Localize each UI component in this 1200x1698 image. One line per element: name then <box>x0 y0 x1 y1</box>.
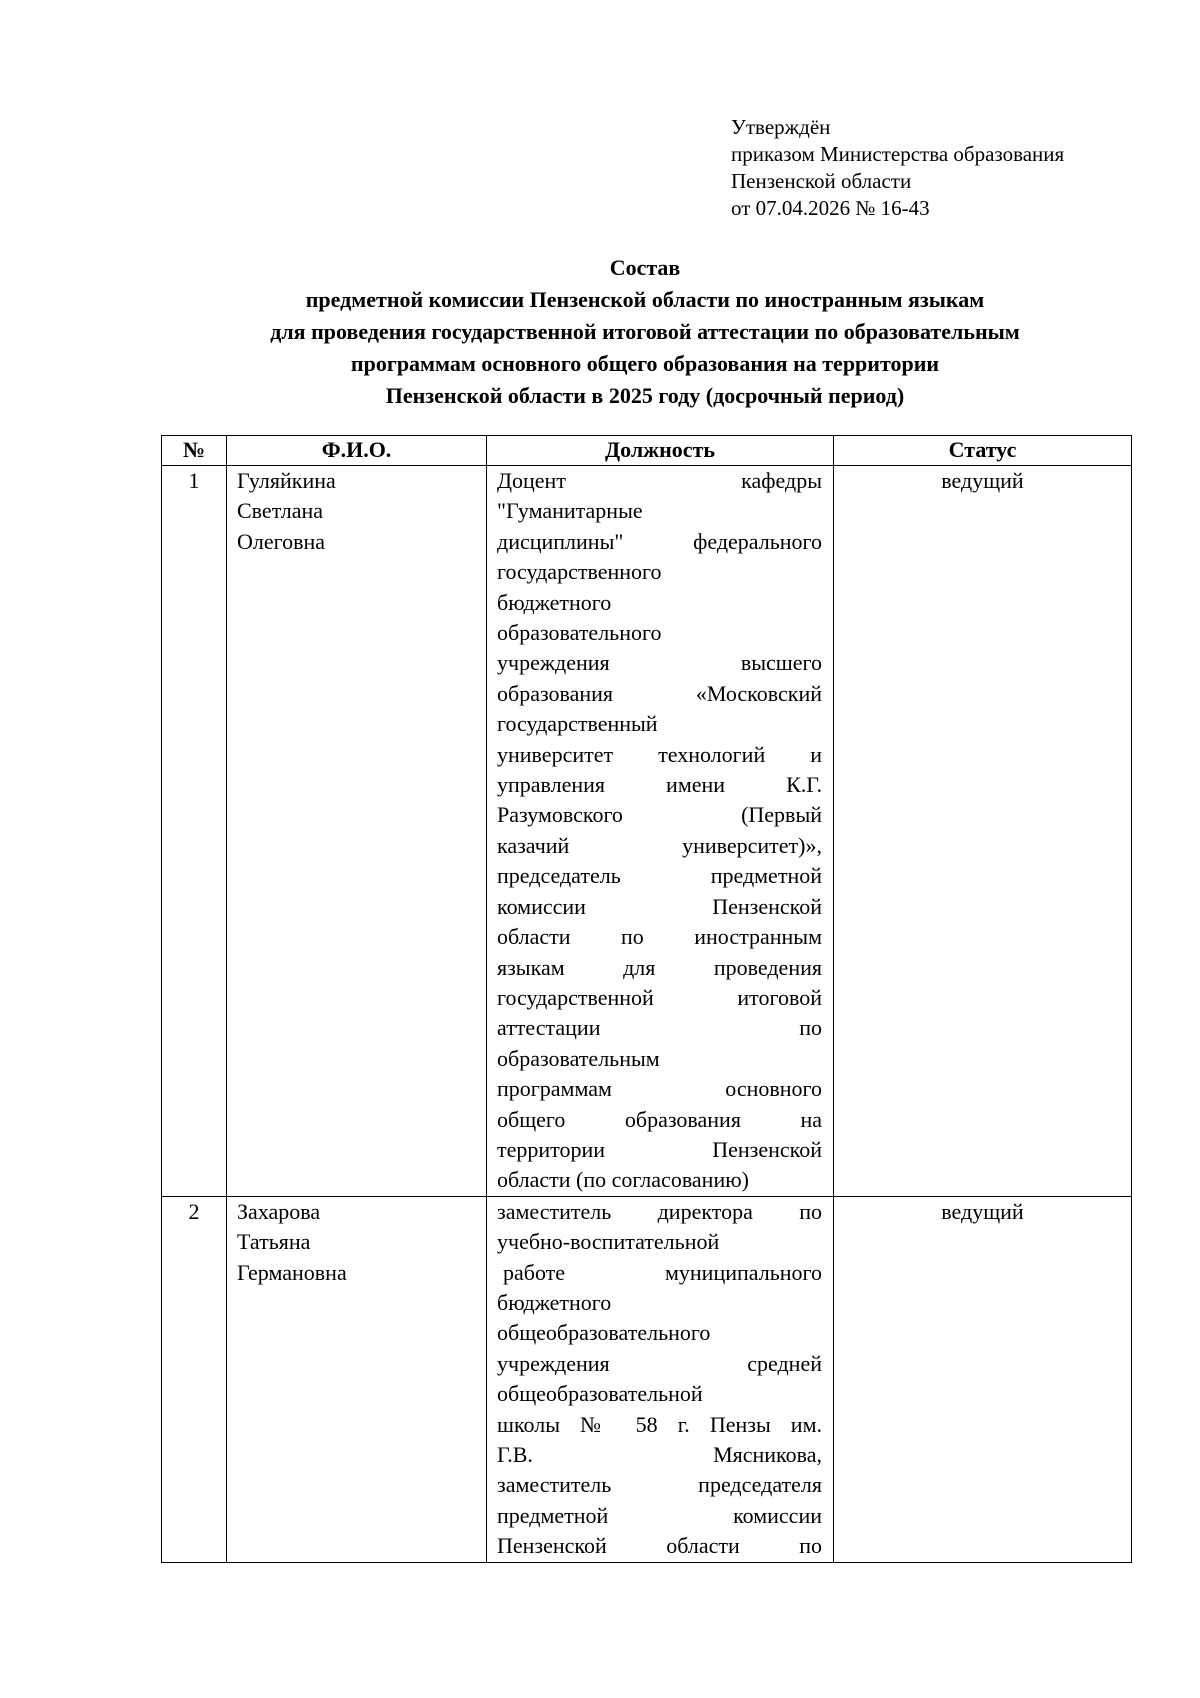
position-line: работе муниципального <box>503 1259 822 1285</box>
position-line: учреждения средней <box>497 1350 822 1376</box>
table-row <box>162 1196 1132 1562</box>
name-part: Олеговна <box>237 528 326 554</box>
header-fio: Ф.И.О. <box>227 436 487 466</box>
position-line: дисциплины" федерального <box>497 528 822 554</box>
approval-line: приказом Министерства образования <box>731 142 1065 166</box>
table-row <box>162 466 1132 1197</box>
position-line: государственной итоговой <box>497 984 822 1010</box>
position-line: Г.В. Мясникова, <box>497 1442 822 1467</box>
position-line: заместитель директора по <box>497 1198 822 1224</box>
name-part: Германовна <box>237 1259 347 1285</box>
table-body <box>162 466 1132 1563</box>
member-name <box>227 1196 487 1562</box>
position-line: комиссии Пензенской <box>497 893 822 919</box>
position-line: языкам для проведения <box>497 954 822 980</box>
position-line: территории Пензенской <box>497 1136 822 1162</box>
position-line: общеобразовательной <box>497 1381 703 1407</box>
header-status: Статус <box>834 436 1132 466</box>
position-line: аттестации по <box>497 1015 822 1041</box>
document-title <box>150 252 1140 412</box>
name-part: Гуляйкина <box>237 468 336 493</box>
position-line: Доцент кафедры <box>497 468 822 493</box>
name-part: Татьяна <box>237 1229 311 1255</box>
position-line: образовательного <box>497 620 662 646</box>
member-position <box>487 466 834 1197</box>
title-line: предметной комиссии Пензенской области по иностранным языкам <box>305 287 985 312</box>
position-line: Разумовского (Первый <box>497 802 822 828</box>
position-line: предметной комиссии <box>497 1502 822 1528</box>
position-line: области (по согласованию) <box>497 1167 749 1193</box>
header-position: Должность <box>487 436 834 466</box>
position-line: образования «Московский <box>497 680 822 706</box>
name-part: Светлана <box>237 498 324 524</box>
position-line: программам основного <box>497 1076 822 1102</box>
title-line: Состав <box>609 255 681 280</box>
position-line: управления имени К.Г. <box>497 772 822 798</box>
position-line: общеобразовательного <box>497 1320 711 1346</box>
position-line: казачий университет)», <box>497 832 822 858</box>
position-line: председатель предметной <box>497 863 822 889</box>
table-header-row <box>162 436 1132 466</box>
title-line: программам основного общего образования на территории <box>350 351 940 376</box>
position-line: школы № 58 г. Пензы им. <box>497 1411 822 1437</box>
member-status: ведущий <box>834 1196 1132 1562</box>
title-line: Пензенской области в 2025 году (досрочный период) <box>385 383 905 408</box>
position-line: заместитель председателя <box>497 1472 822 1498</box>
title-line: для проведения государственной итоговой аттестации по образовательным <box>270 319 1020 344</box>
approval-line: Пензенской области <box>731 169 912 193</box>
position-line: учебно-воспитательной <box>497 1229 720 1255</box>
row-number: 1 <box>162 466 227 1197</box>
position-line: "Гуманитарные <box>497 498 643 524</box>
position-line: бюджетного <box>497 589 612 615</box>
member-status: ведущий <box>834 466 1132 1197</box>
member-name <box>227 466 487 1197</box>
approval-block <box>731 114 1064 222</box>
position-line: бюджетного <box>497 1289 612 1315</box>
name-part: Захарова <box>237 1198 321 1224</box>
row-number: 2 <box>162 1196 227 1562</box>
position-line: области по иностранным <box>497 924 822 950</box>
position-line: образовательным <box>497 1045 660 1071</box>
position-line: общего образования на <box>497 1106 822 1132</box>
position-line: учреждения высшего <box>497 650 822 676</box>
position-line: государственного <box>497 559 662 585</box>
approval-line: от 07.04.2026 № 16-43 <box>731 196 930 220</box>
approval-line: Утверждён <box>731 115 831 139</box>
position-line: университет технологий и <box>497 741 822 767</box>
position-line: государственный <box>497 711 658 737</box>
header-number: № <box>162 436 227 466</box>
commission-table <box>161 435 1132 1563</box>
position-line: Пензенской области по <box>497 1533 822 1559</box>
member-position <box>487 1196 834 1562</box>
